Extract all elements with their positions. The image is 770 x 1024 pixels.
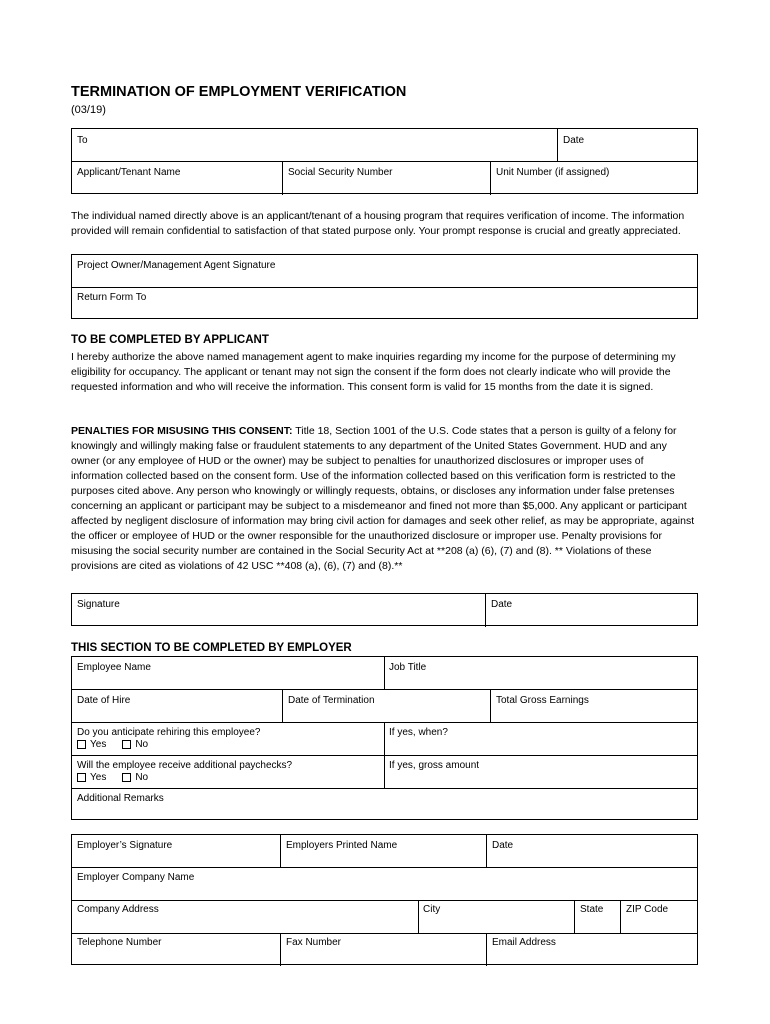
paychecks-yes-checkbox[interactable] xyxy=(77,773,86,782)
rehire-when-field[interactable]: If yes, when? xyxy=(389,727,448,738)
to-field[interactable]: To xyxy=(77,135,88,146)
date-of-hire-field[interactable]: Date of Hire xyxy=(77,695,131,706)
employer-contact-box xyxy=(71,834,698,965)
divider xyxy=(280,933,281,966)
telephone-field[interactable]: Telephone Number xyxy=(77,937,162,948)
unit-number-field[interactable]: Unit Number (if assigned) xyxy=(496,167,610,178)
gross-amount-field[interactable]: If yes, gross amount xyxy=(389,760,480,771)
paychecks-options xyxy=(77,772,148,783)
applicant-signature-box xyxy=(71,593,698,626)
return-form-to-field[interactable]: Return Form To xyxy=(77,292,147,303)
email-field[interactable]: Email Address xyxy=(492,937,556,948)
divider xyxy=(72,933,697,934)
total-gross-earnings-field[interactable]: Total Gross Earnings xyxy=(496,695,589,706)
job-title-field[interactable]: Job Title xyxy=(389,662,427,673)
employer-date-field[interactable]: Date xyxy=(492,840,514,851)
fax-field[interactable]: Fax Number xyxy=(286,937,342,948)
ssn-field[interactable]: Social Security Number xyxy=(288,167,393,178)
divider xyxy=(620,900,621,933)
state-field[interactable]: State xyxy=(580,904,604,915)
penalties-paragraph xyxy=(71,424,696,574)
header-box xyxy=(71,128,698,194)
employer-signature-field[interactable]: Employer’s Signature xyxy=(77,840,173,851)
divider xyxy=(72,161,697,162)
paychecks-no-label: No xyxy=(135,772,149,783)
date-field[interactable]: Date xyxy=(563,135,585,146)
form-revision: (03/19) xyxy=(71,104,106,116)
divider xyxy=(486,835,487,867)
divider xyxy=(384,657,385,689)
divider xyxy=(72,867,697,868)
date-of-termination-field[interactable]: Date of Termination xyxy=(288,695,375,706)
owner-box xyxy=(71,254,698,319)
rehire-yes-label: Yes xyxy=(90,739,107,750)
penalties-text: Title 18, Section 1001 of the U.S. Code states that a person is guilty of a felony for knowingly and willingly making false or fraudulent statements to any department of the United States Government. HUD and any owner (or any employee of HUD or the owner) may be subject to penalties for unauthorized disclosures or improper uses of information collected based on the consent form. Use of the information collected based on this verification form is restricted to the purposes cited above. Any person who knowingly or willingly requests, obtains, or discloses any information under false pretenses concerning an applicant or participant may be subject to a misdemeanor and fined not more than $5,000. Any applicant or participant affected by negligent disclosure of information may bring civil action for damages and seek other relief, as may be appropriate, against the officer or employee of HUD or the owner responsible for the unauthorized disclosure or improper use. Penalty provisions for misusing the social security number are contained in the Social Security Act at **208 (a) (6), (7) and (8). ** Violations of these provisions are cited as violations of 42 USC **408 (a), (6), (7) and (8).** xyxy=(71,425,695,572)
applicant-signature-field[interactable]: Signature xyxy=(77,599,120,610)
employer-section-heading: THIS SECTION TO BE COMPLETED BY EMPLOYER xyxy=(71,642,352,654)
rehire-question: Do you anticipate rehiring this employee? xyxy=(77,727,261,738)
divider xyxy=(282,689,283,722)
paychecks-no-checkbox[interactable] xyxy=(122,773,131,782)
divider xyxy=(557,129,558,161)
intro-paragraph: The individual named directly above is an applicant/tenant of a housing program that requires verification of income. The information provided will remain confidential to satisfaction of that stated purpose only. Your prompt response is crucial and greatly appreciated. xyxy=(71,210,685,237)
zip-code-field[interactable]: ZIP Code xyxy=(626,904,669,915)
divider xyxy=(384,722,385,788)
paychecks-question: Will the employee receive additional paychecks? xyxy=(77,760,293,771)
divider xyxy=(282,161,283,195)
rehire-yes-checkbox[interactable] xyxy=(77,740,86,749)
additional-remarks-field[interactable]: Additional Remarks xyxy=(77,793,164,804)
rehire-no-checkbox[interactable] xyxy=(122,740,131,749)
divider xyxy=(72,788,697,789)
form-title: TERMINATION OF EMPLOYMENT VERIFICATION xyxy=(71,84,407,100)
paychecks-yes-label: Yes xyxy=(90,772,107,783)
divider xyxy=(72,900,697,901)
applicant-name-field[interactable]: Applicant/Tenant Name xyxy=(77,167,181,178)
applicant-section-heading: TO BE COMPLETED BY APPLICANT xyxy=(71,334,269,346)
employee-name-field[interactable]: Employee Name xyxy=(77,662,151,673)
rehire-no-label: No xyxy=(135,739,149,750)
divider xyxy=(72,287,697,288)
employer-printed-name-field[interactable]: Employers Printed Name xyxy=(286,840,398,851)
city-field[interactable]: City xyxy=(423,904,441,915)
company-address-field[interactable]: Company Address xyxy=(77,904,159,915)
authorization-paragraph: I hereby authorize the above named management agent to make inquiries regarding my income for the purpose of determining my eligibility for occupancy. The applicant or tenant may not sign the consent if the form does not clearly indicate who will provide the requested information and who will receive the information. This consent form is valid for 15 months from the date it is signed. xyxy=(71,351,676,393)
penalties-heading: PENALTIES FOR MISUSING THIS CONSENT: xyxy=(71,425,293,437)
employer-info-box xyxy=(71,656,698,820)
divider xyxy=(418,900,419,933)
rehire-options xyxy=(77,739,148,750)
divider xyxy=(486,933,487,966)
company-name-field[interactable]: Employer Company Name xyxy=(77,872,195,883)
applicant-date-field[interactable]: Date xyxy=(491,599,513,610)
divider xyxy=(490,689,491,722)
divider xyxy=(280,835,281,867)
owner-signature-field[interactable]: Project Owner/Management Agent Signature xyxy=(77,260,276,271)
divider xyxy=(72,689,697,690)
divider xyxy=(574,900,575,933)
divider xyxy=(490,161,491,195)
divider xyxy=(485,594,486,627)
